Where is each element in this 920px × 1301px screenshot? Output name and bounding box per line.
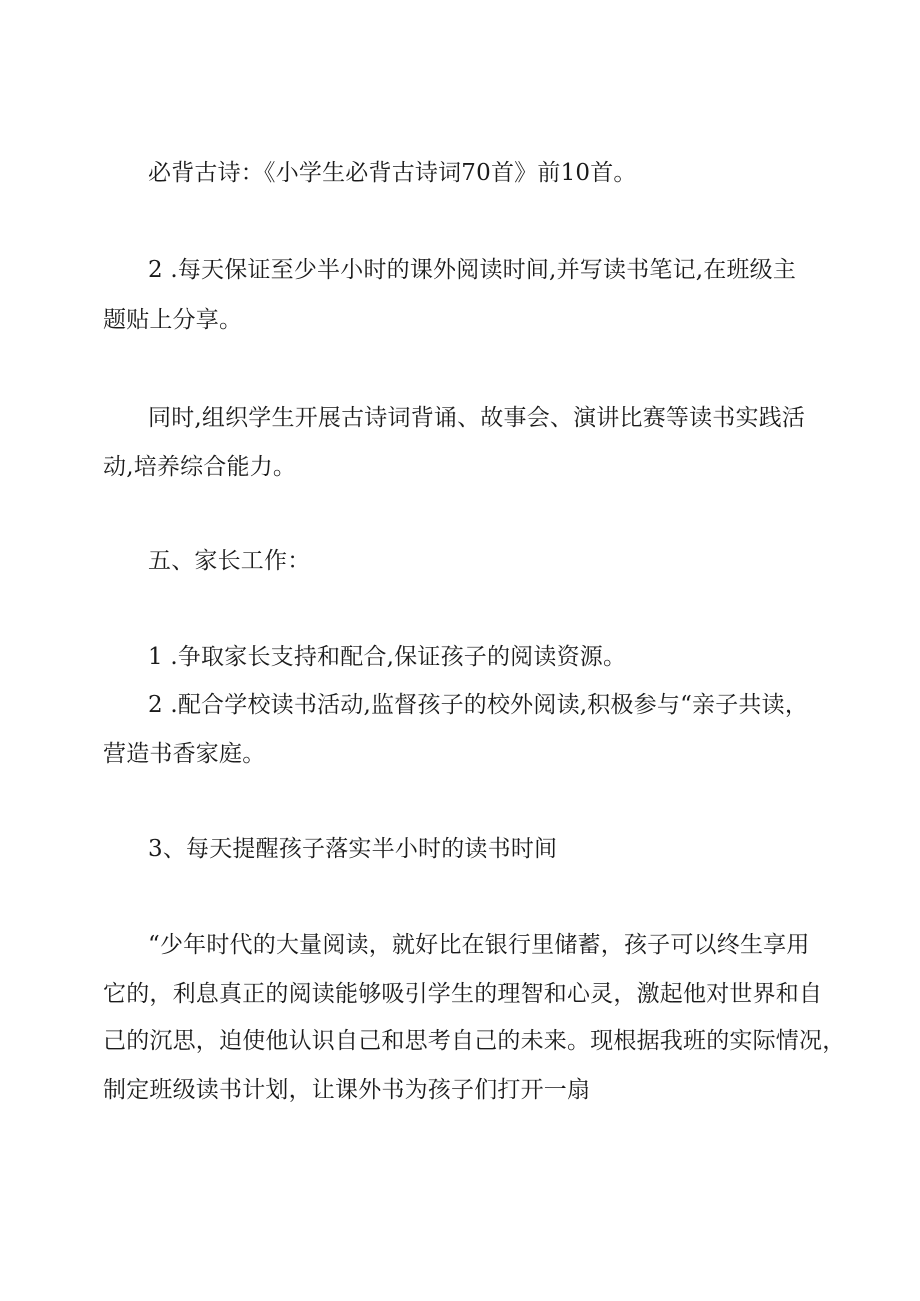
paragraph-line: 己的沉思，迫使他认识自己和思考自己的未来。现根据我班的实际情况， bbox=[103, 1028, 846, 1054]
paragraph-line: 动,培养综合能力。 bbox=[103, 454, 297, 480]
list-item: 1 .争取家长支持和配合,保证孩子的阅读资源。 bbox=[148, 644, 627, 670]
list-item: 2 .配合学校读书活动,监督孩子的校外阅读,积极参与“亲子共读， bbox=[148, 692, 809, 718]
paragraph-line: 2 .每天保证至少半小时的课外阅读时间,并写读书笔记,在班级主 bbox=[148, 257, 797, 283]
paragraph-line: 它的，利息真正的阅读能够吸引学生的理智和心灵，激起他对世界和自 bbox=[103, 981, 823, 1007]
paragraph-line: “少年时代的大量阅读，就好比在银行里储蓄，孩子可以终生享用 bbox=[148, 932, 810, 958]
list-item: 3、每天提醒孩子落实半小时的读书时间 bbox=[148, 836, 558, 862]
paragraph-line: 必背古诗：《小学生必背古诗词70首》前10首。 bbox=[148, 160, 637, 186]
section-heading: 五、家长工作： bbox=[148, 548, 311, 574]
paragraph-line: 同时,组织学生开展古诗词背诵、故事会、演讲比赛等读书实践活 bbox=[148, 405, 806, 431]
paragraph-line: 题贴上分享。 bbox=[103, 307, 243, 333]
paragraph-line: 制定班级读书计划，让课外书为孩子们打开一扇 bbox=[103, 1077, 591, 1103]
paragraph-line: 营造书香家庭。 bbox=[103, 741, 266, 767]
